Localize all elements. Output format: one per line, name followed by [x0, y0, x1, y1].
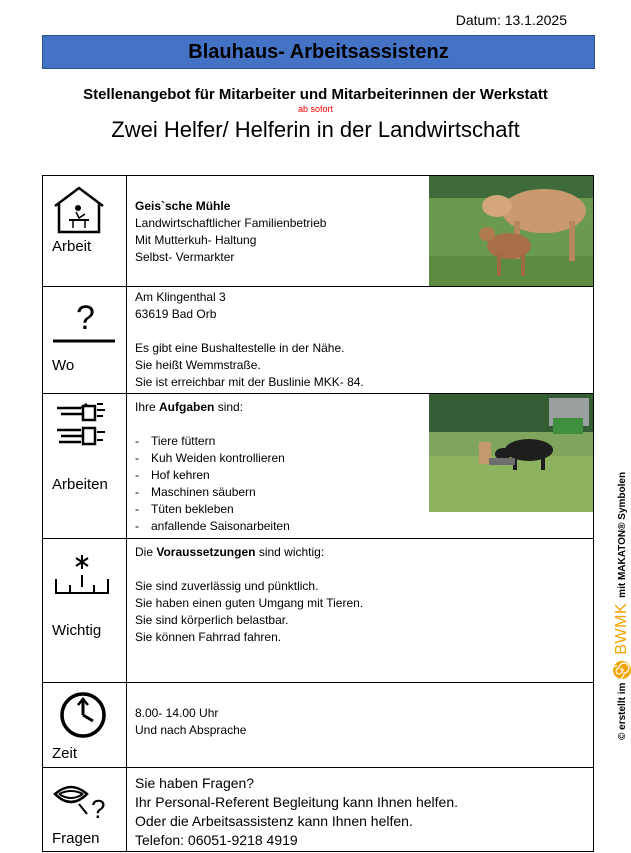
task-item: - Tiere füttern — [135, 433, 290, 450]
icon-cell-fragen — [43, 768, 127, 852]
employer-line: Selbst- Vermarkter — [135, 250, 235, 264]
questions-icon — [51, 776, 115, 828]
requirement-line: Sie sind zuverlässig und pünktlich. — [135, 579, 319, 593]
workplace-icon — [49, 184, 109, 240]
clock-icon — [57, 689, 109, 741]
hands-working-icon — [53, 400, 113, 452]
employer-name: Geis`sche Mühle — [135, 199, 231, 213]
task-item: - Hof kehren — [135, 467, 290, 484]
contact-line: Oder die Arbeitsassistenz kann Ihnen helfen. — [135, 813, 413, 829]
row-wichtig — [43, 539, 594, 683]
svg-text:?: ? — [91, 794, 106, 824]
content-arbeiten — [127, 394, 594, 539]
task-item: - Tüten bekleben — [135, 501, 290, 518]
banner-title: Blauhaus- Arbeitsassistenz — [42, 35, 595, 69]
row-fragen — [43, 768, 594, 852]
work-hours-note: Und nach Absprache — [135, 723, 247, 737]
credit-brand: BWMK — [613, 602, 630, 655]
icon-cell-arbeit — [43, 176, 127, 287]
icon-cell-zeit — [43, 683, 127, 768]
icon-cell-wo — [43, 287, 127, 394]
bus-info-line: Sie ist erreichbar mit der Buslinie MKK- 84. — [135, 375, 364, 389]
task-item: - Maschinen säubern — [135, 484, 290, 501]
requirement-line: Sie haben einen guten Umgang mit Tieren. — [135, 596, 364, 610]
row-arbeit — [43, 176, 594, 287]
icon-cell-wichtig — [43, 539, 127, 683]
content-fragen — [127, 768, 594, 852]
location-question-icon — [49, 291, 119, 351]
employer-line: Mit Mutterkuh- Haltung — [135, 233, 257, 247]
bus-info-line: Sie heißt Wemmstraße. — [135, 358, 261, 372]
credit-suffix: mit MAKATON® Symbolen — [616, 471, 628, 598]
tasks-intro: Ihre Aufgaben sind: — [135, 400, 244, 414]
row-zeit — [43, 683, 594, 768]
credit-line — [612, 472, 631, 740]
task-item: - Kuh Weiden kontrollieren — [135, 450, 290, 467]
label-arbeit: Arbeit — [52, 238, 92, 255]
contact-line: Sie haben Fragen? — [135, 775, 255, 791]
address-line: 63619 Bad Orb — [135, 307, 217, 321]
label-zeit: Zeit — [52, 745, 78, 762]
label-fragen: Fragen — [52, 830, 100, 847]
cow-photo — [429, 176, 593, 286]
content-zeit — [127, 683, 594, 768]
label-wo: Wo — [52, 357, 75, 374]
headline: Zwei Helfer/ Helferin in der Landwirtschaft — [111, 117, 520, 142]
requirement-line: Sie sind körperlich belastbar. — [135, 613, 289, 627]
bwmk-spiral-icon — [612, 660, 631, 680]
employer-line: Landwirtschaftlicher Familienbetrieb — [135, 216, 327, 230]
label-arbeiten: Arbeiten — [52, 476, 108, 493]
important-icon — [52, 549, 112, 609]
credit-prefix: © erstellt im — [616, 682, 628, 740]
content-arbeit — [127, 176, 594, 287]
icon-cell-arbeiten — [43, 394, 127, 539]
contact-line: Ihr Personal-Referent Begleitung kann Ihnen helfen. — [135, 794, 458, 810]
address-line: Am Klingenthal 3 — [135, 290, 226, 304]
content-wo — [127, 287, 594, 394]
label-wichtig: Wichtig — [52, 622, 102, 639]
bus-info-line: Es gibt eine Bushaltestelle in der Nähe. — [135, 341, 345, 355]
row-wo — [43, 287, 594, 394]
task-item: - anfallende Saisonarbeiten — [135, 518, 290, 535]
subtitle: Stellenangebot für Mitarbeiter und Mitarbeiterinnen der Werkstatt — [83, 86, 548, 103]
task-list — [135, 433, 290, 535]
svg-text:?: ? — [76, 299, 95, 337]
requirement-line: Sie können Fahrrad fahren. — [135, 630, 282, 644]
requirements-intro: Die Voraussetzungen sind wichtig: — [135, 545, 325, 559]
content-wichtig — [127, 539, 594, 683]
job-table — [42, 175, 594, 852]
contact-phone: Telefon: 06051-9218 4919 — [135, 832, 298, 848]
work-hours: 8.00- 14.00 Uhr — [135, 706, 219, 720]
row-arbeiten — [43, 394, 594, 539]
immediate-note: ab sofort — [297, 104, 334, 114]
farm-photo — [429, 394, 593, 512]
date-label: Datum: 13.1.2025 — [455, 12, 567, 28]
